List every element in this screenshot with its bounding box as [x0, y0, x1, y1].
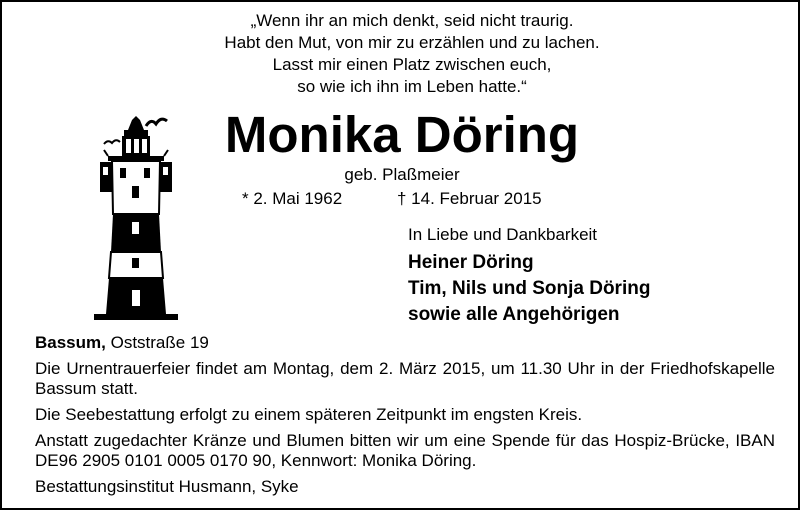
address-city: Bassum,	[35, 333, 106, 352]
mourners-list	[408, 250, 650, 328]
sea-burial-info: Die Seebestattung erfolgt zu einem späteren Zeitpunkt im engsten Kreis.	[35, 405, 583, 424]
donation-info: Anstatt zugedachter Kränze und Blumen bitten wir um eine Spende für das Hospiz-Brücke, IBAN DE96 2905 0101 0005 0170 90, Kennwort: Monika Döring.	[35, 431, 775, 470]
birth-date: * 2. Mai 1962	[242, 189, 343, 208]
deceased-name: Monika Döring	[224, 106, 580, 163]
mourner-name: Tim, Nils und Sonja Döring	[408, 278, 651, 299]
lighthouse-icon	[74, 102, 204, 324]
mourning-address	[35, 333, 775, 353]
seagull-icon	[146, 119, 167, 126]
poem-line: „Wenn ihr an mich denkt, seid nicht traurig.	[250, 11, 574, 30]
poem-line: Habt den Mut, von mir zu erzählen und zu lachen.	[224, 33, 600, 52]
poem-line: Lasst mir einen Platz zwischen euch,	[272, 55, 552, 74]
poem-line: so wie ich ihn im Leben hatte.“	[297, 77, 527, 96]
notice-details	[35, 333, 775, 503]
death-date: † 14. Februar 2015	[397, 189, 542, 208]
birth-name: geb. Plaßmeier	[344, 165, 460, 184]
undertaker-info: Bestattungsinstitut Husmann, Syke	[35, 477, 299, 496]
seagull-icon	[104, 140, 120, 144]
mourner-name: sowie alle Angehörigen	[408, 304, 620, 325]
mourners-intro: In Liebe und Dankbarkeit	[408, 225, 598, 244]
address-street: Oststraße 19	[105, 333, 209, 352]
memorial-poem	[152, 10, 672, 98]
mourner-name: Heiner Döring	[408, 252, 534, 273]
ceremony-info: Die Urnentrauerfeier findet am Montag, dem 2. März 2015, um 11.30 Uhr in der Friedhofskapelle Bassum statt.	[35, 359, 775, 398]
